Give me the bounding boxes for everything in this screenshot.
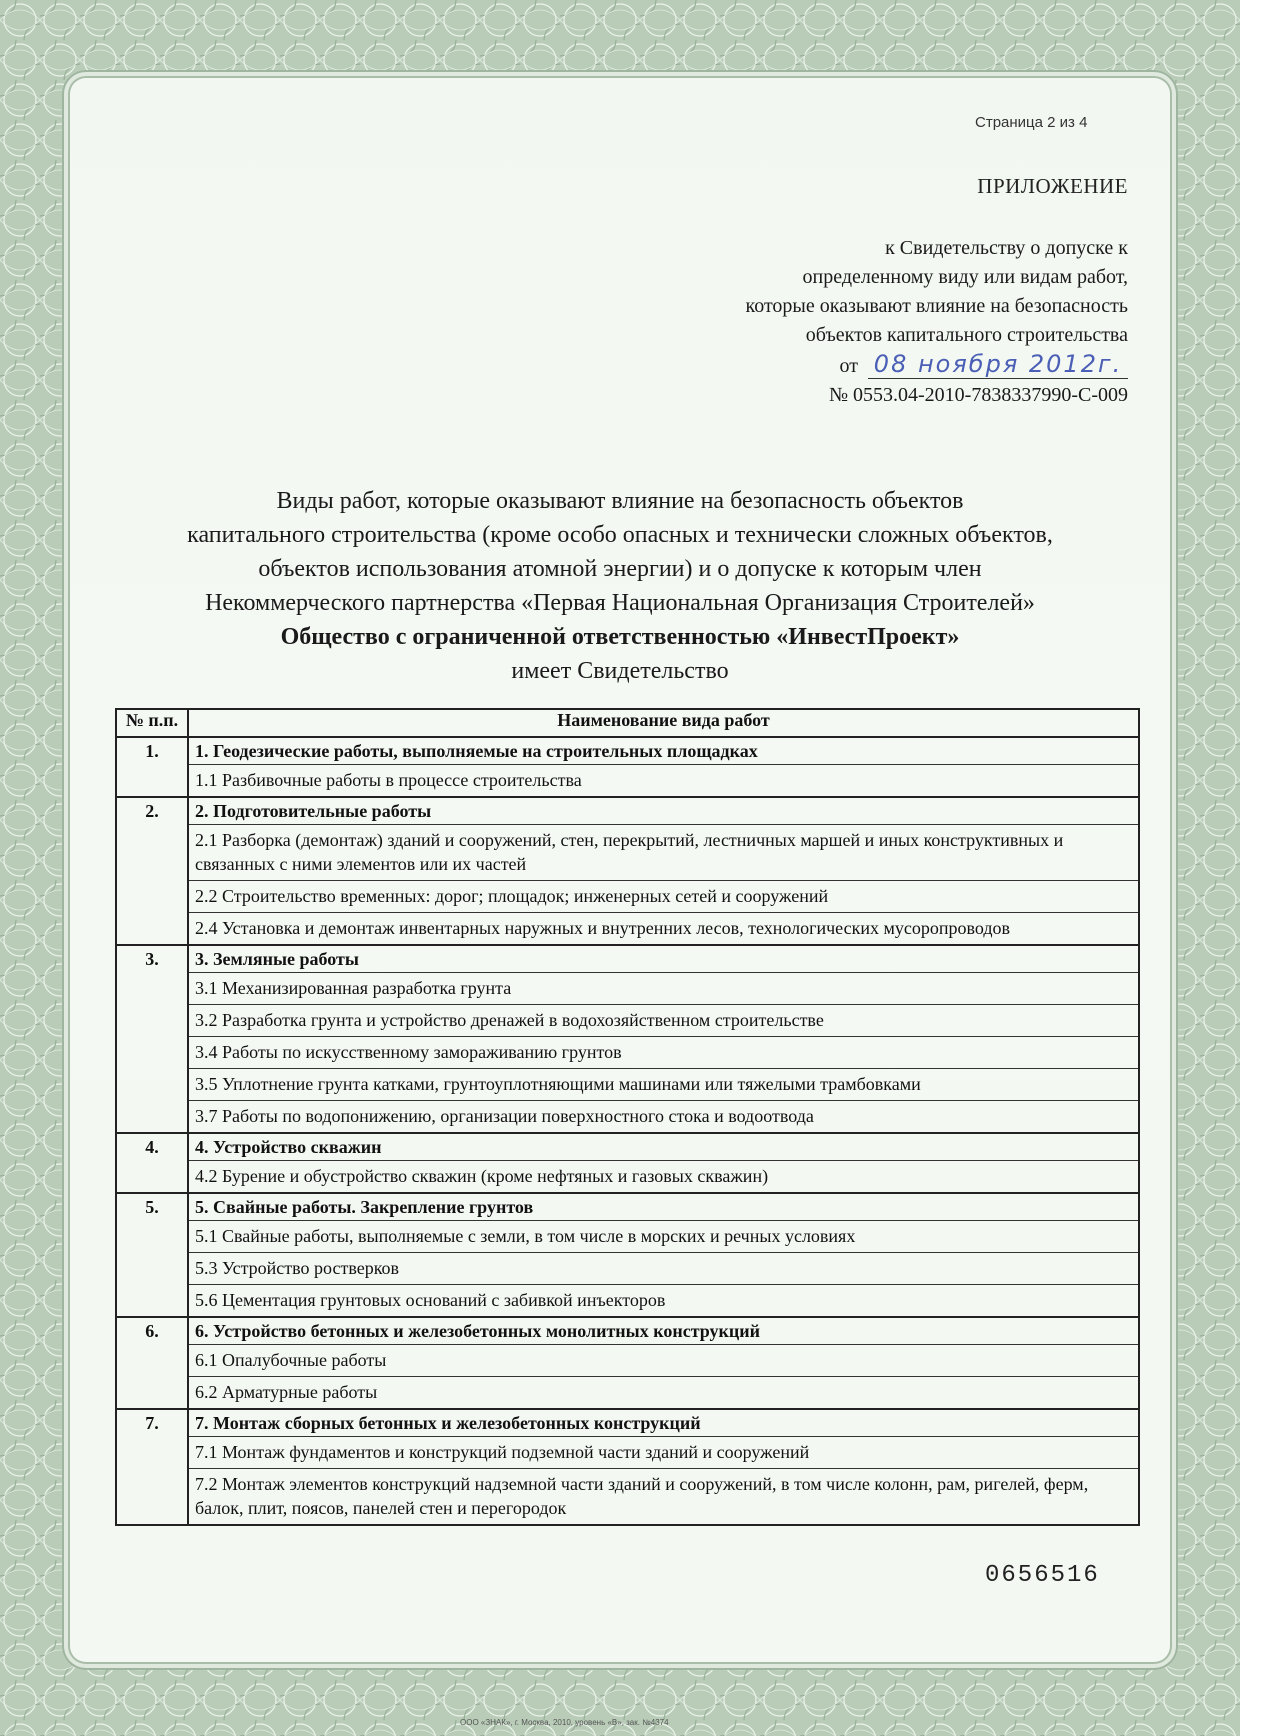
work-item: 2.2 Строительство временных: дорог; площадок; инженерных сетей и сооружений	[189, 880, 1138, 912]
row-number: 7.	[116, 1409, 188, 1525]
work-item: 3.7 Работы по водопонижению, организации поверхностного стока и водоотвода	[189, 1100, 1138, 1132]
work-item: 3.4 Работы по искусственному замораживанию грунтов	[189, 1036, 1138, 1068]
group-title: 3. Земляные работы	[195, 949, 359, 969]
table-row	[116, 1317, 1139, 1409]
work-item: 4.2 Бурение и обустройство скважин (кроме нефтяных и газовых скважин)	[189, 1160, 1138, 1192]
heading-line: объектов использования атомной энергии) и о допуске к которым член	[258, 556, 982, 582]
row-number: 6.	[116, 1317, 188, 1409]
form-serial-number: 0656516	[985, 1562, 1100, 1589]
appendix-reference	[428, 234, 1128, 350]
table-row	[116, 1133, 1139, 1193]
column-header-name: Наименование вида работ	[188, 709, 1139, 737]
heading-line: капитального строительства (кроме особо опасных и технически сложных объектов,	[187, 522, 1053, 548]
date-prefix: от	[839, 355, 858, 377]
row-content	[188, 945, 1139, 1133]
table-row	[116, 797, 1139, 945]
appendix-line: определенному виду или видам работ,	[802, 266, 1128, 288]
row-content	[188, 1409, 1139, 1525]
work-item: 5.6 Цементация грунтовых оснований с забивкой инъекторов	[189, 1284, 1138, 1316]
scan-margin	[1240, 0, 1280, 1736]
handwritten-date: 08 ноября 2012г.	[868, 350, 1128, 379]
work-item: 5.3 Устройство ростверков	[189, 1252, 1138, 1284]
printer-imprint: ООО «ЗНАК», г. Москва, 2010, уровень «В», зак. №4374	[460, 1718, 669, 1727]
appendix-line: которые оказывают влияние на безопасность	[745, 295, 1128, 317]
work-item: 6.2 Арматурные работы	[189, 1376, 1138, 1408]
group-title: 7. Монтаж сборных бетонных и железобетонных конструкций	[195, 1413, 701, 1433]
work-item: 3.5 Уплотнение грунта катками, грунтоуплотняющими машинами или тяжелыми трамбовками	[189, 1068, 1138, 1100]
heading-line: имеет Свидетельство	[511, 658, 729, 684]
document-heading	[100, 484, 1140, 688]
table-header-row	[116, 709, 1139, 737]
work-item: 2.1 Разборка (демонтаж) зданий и сооружений, стен, перекрытий, лестничных маршей и иных конструктивных и связанных с ними элементов или их частей	[189, 824, 1138, 880]
table-row	[116, 1193, 1139, 1317]
work-item: 7.1 Монтаж фундаментов и конструкций подземной части зданий и сооружений	[189, 1436, 1138, 1468]
work-item: 7.2 Монтаж элементов конструкций надземной части зданий и сооружений, в том числе колонн, рам, ригелей, ферм, балок, плит, поясов, панелей стен и перегородок	[189, 1468, 1138, 1524]
column-header-number: № п.п.	[116, 709, 188, 737]
row-content	[188, 797, 1139, 945]
table-row	[116, 1409, 1139, 1525]
row-number: 2.	[116, 797, 188, 945]
appendix-line: к Свидетельству о допуске к	[885, 237, 1128, 259]
row-number: 3.	[116, 945, 188, 1133]
appendix-title: ПРИЛОЖЕНИЕ	[977, 174, 1128, 198]
heading-line: Виды работ, которые оказывают влияние на безопасность объектов	[276, 488, 964, 514]
work-item: 6.1 Опалубочные работы	[189, 1344, 1138, 1376]
row-number: 1.	[116, 737, 188, 797]
page-number: Страница 2 из 4	[975, 114, 1088, 131]
row-content	[188, 1317, 1139, 1409]
appendix-line: объектов капитального строительства	[805, 324, 1128, 346]
group-title: 5. Свайные работы. Закрепление грунтов	[195, 1197, 534, 1217]
date-line	[840, 350, 1128, 379]
group-title: 1. Геодезические работы, выполняемые на строительных площадках	[195, 741, 758, 761]
group-title: 2. Подготовительные работы	[195, 801, 432, 821]
works-table	[115, 708, 1140, 1526]
table-row	[116, 945, 1139, 1133]
row-number: 5.	[116, 1193, 188, 1317]
group-title: 4. Устройство скважин	[195, 1137, 382, 1157]
work-item: 5.1 Свайные работы, выполняемые с земли, в том числе в морских и речных условиях	[189, 1220, 1138, 1252]
work-item: 3.1 Механизированная разработка грунта	[189, 972, 1138, 1004]
row-content	[188, 1133, 1139, 1193]
work-item: 1.1 Разбивочные работы в процессе строительства	[189, 764, 1138, 796]
table-row	[116, 737, 1139, 797]
row-content	[188, 1193, 1139, 1317]
organization-name: Общество с ограниченной ответственностью «ИнвестПроект»	[280, 624, 960, 650]
row-content	[188, 737, 1139, 797]
work-item: 3.2 Разработка грунта и устройство дренажей в водохозяйственном строительстве	[189, 1004, 1138, 1036]
heading-line: Некоммерческого партнерства «Первая Национальная Организация Строителей»	[205, 590, 1035, 616]
work-item: 2.4 Установка и демонтаж инвентарных наружных и внутренних лесов, технологических мусоропроводов	[189, 912, 1138, 944]
certificate-number: № 0553.04-2010-7838337990-С-009	[828, 384, 1128, 406]
row-number: 4.	[116, 1133, 188, 1193]
group-title: 6. Устройство бетонных и железобетонных монолитных конструкций	[195, 1321, 761, 1341]
